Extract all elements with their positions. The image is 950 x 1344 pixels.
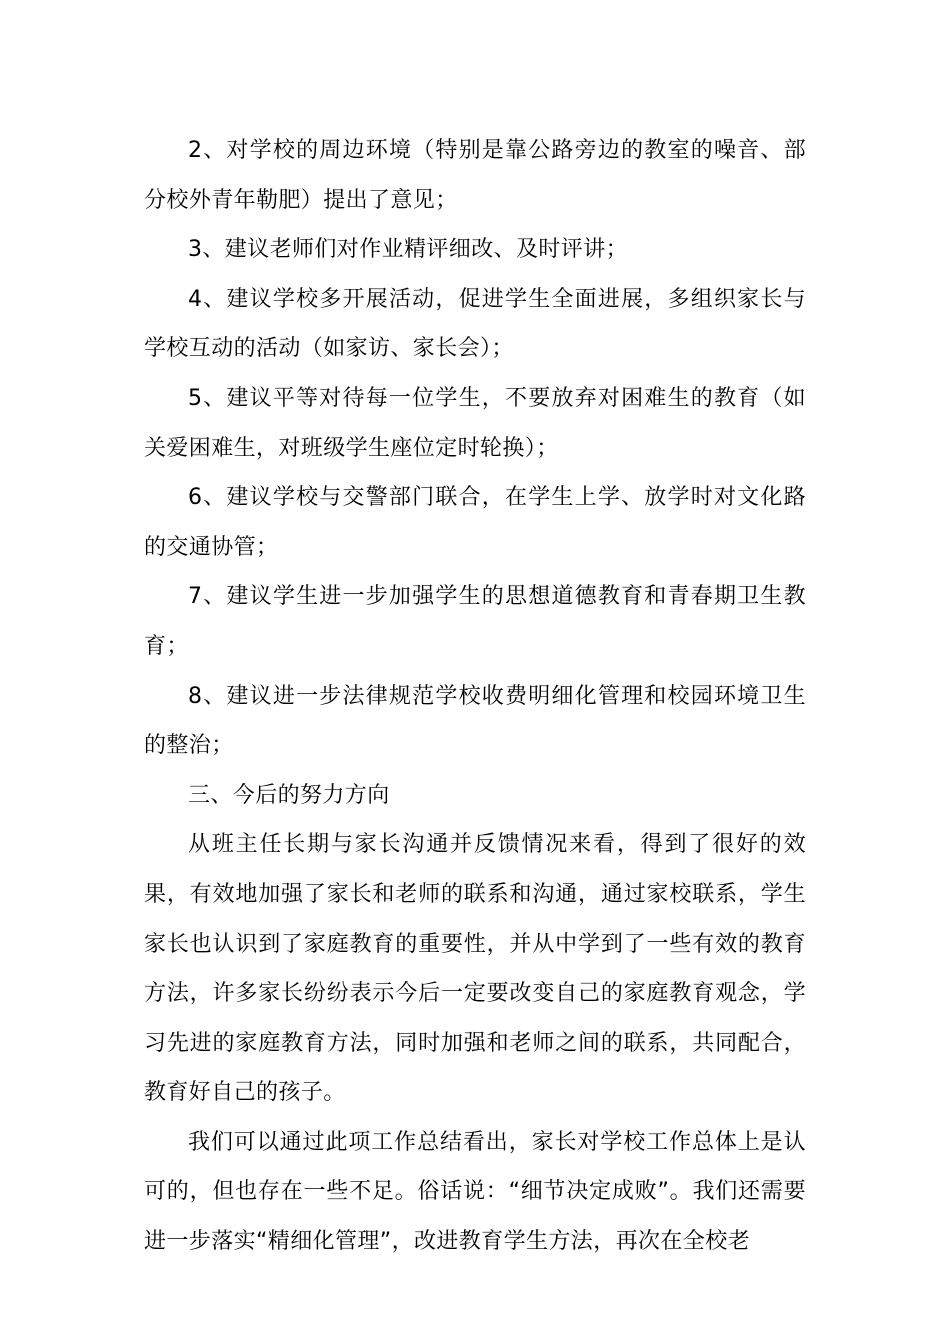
paragraph-item-6: 6、建议学校与交警部门联合，在学生上学、放学时对文化路的交通协管； bbox=[144, 485, 806, 560]
paragraph-item-7: 7、建议学生进一步加强学生的思想道德教育和青春期卫生教育； bbox=[144, 584, 806, 659]
paragraph-item-3: 3、建议老师们对作业精评细改、及时评讲； bbox=[188, 237, 628, 263]
body-paragraph: 从班主任长期与家长沟通并反馈情况来看，得到了很好的效果，有效地加强了家长和老师的联系和沟通，通过家校联系，学生家长也认识到了家庭教育的重要性，并从中学到了一些有效的教育方法，许多家长纷纷表示今后一定要改变自己的家庭教育观念，学习先进的家庭教育方法，同时加强和老师之间的联系，共同配合，教育好自己的孩子。 bbox=[144, 832, 806, 1106]
body-paragraph: 我们可以通过此项工作总结看出，家长对学校工作总体上是认可的，但也存在一些不足。俗话说：“细节决定成败”。我们还需要进一步落实“精细化管理”，改进教育学生方法，再次在全校老 bbox=[144, 1129, 806, 1255]
paragraph-item-2: 2、对学校的周边环境（特别是靠公路旁边的教室的噪音、部分校外青年勒肥）提出了意见； bbox=[144, 138, 806, 213]
section-heading: 三、今后的努力方向 bbox=[188, 782, 390, 808]
paragraph-item-4: 4、建议学校多开展活动，促进学生全面进展，多组织家长与学校互动的活动（如家访、家长会）； bbox=[144, 286, 806, 362]
paragraph-item-5: 5、建议平等对待每一位学生，不要放弃对困难生的教育（如关爱困难生，对班级学生座位定时轮换）； bbox=[144, 385, 806, 461]
document-body bbox=[144, 126, 806, 1267]
paragraph-item-8: 8、建议进一步法律规范学校收费明细化管理和校园环境卫生的整治； bbox=[144, 683, 806, 759]
